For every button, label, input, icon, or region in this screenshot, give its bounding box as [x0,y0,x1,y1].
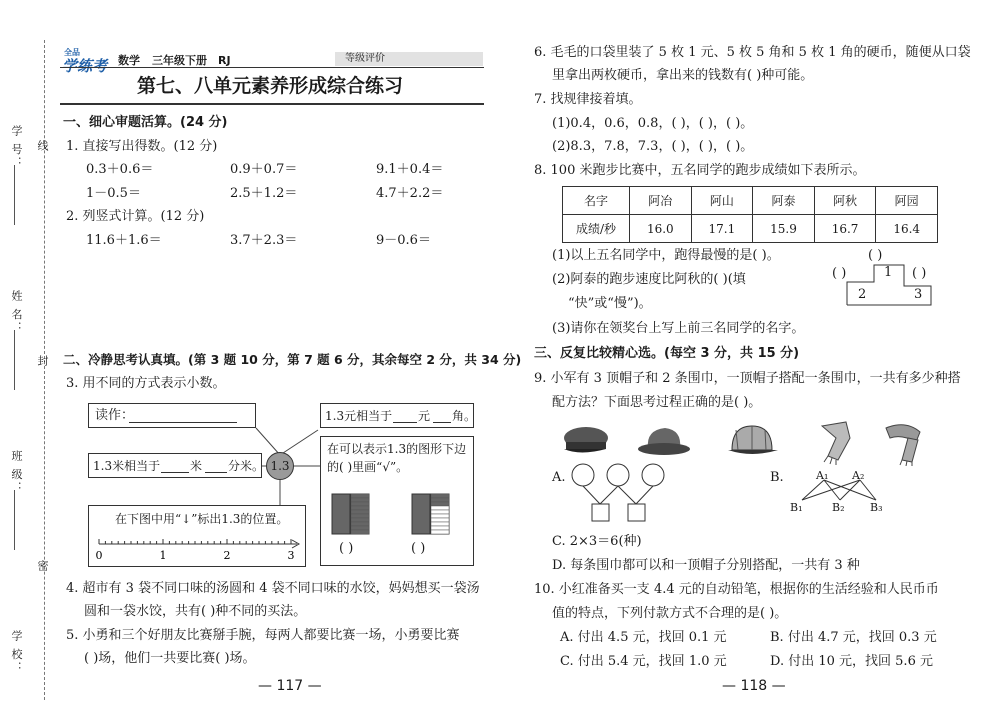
q1-item-2: 0.9＋0.7＝ [230,162,298,177]
q3-shape-text-2: 的( )里画“√”。 [327,460,409,474]
number-line-label: 0 [95,549,103,562]
podium-third: 3 [914,287,923,302]
q8-part-2a: (2)阿泰的跑步速度比阿秋的( )(填 [552,272,746,287]
q2-item-1: 11.6＋1.6＝ [86,233,162,248]
table-cell: 成绩/秒 [563,215,630,243]
q2-item-2: 3.7＋2.3＝ [230,233,298,248]
q3-numline-title: 在下图中用“↓”标出1.3的位置。 [115,512,289,526]
number-line[interactable] [95,534,301,564]
q3-meter-text-b: 米 [190,459,203,473]
table-cell: 15.9 [753,215,815,243]
q5-line-1: 5. 小勇和三个好朋友比赛掰手腕，每两人都要比赛一场，小勇要比赛 [66,628,460,643]
q1-item-3: 9.1＋0.4＝ [376,162,444,177]
podium-paren-1[interactable]: ( ) [868,248,883,263]
table-cell: 阿泰 [753,187,815,215]
q8-part-1: (1)以上五名同学中，跑得最慢的是( )。 [552,248,780,263]
page-title: 第七、八单元素养形成综合练习 [136,75,403,97]
number-line-label: 3 [287,549,295,562]
q10-option-b[interactable]: B. 付出 4.7 元，找回 0.3 元 [770,630,937,645]
podium-paren-2[interactable]: ( ) [832,266,847,281]
q3-meter-box [88,453,265,478]
q9-b-b1: B₁ [790,501,803,514]
q7-sequence-1: (1)0.4，0.6，0.8，( )，( )，( )。 [552,116,754,131]
q9-option-a[interactable]: A. [552,470,566,485]
table-cell: 阿秋 [814,187,876,215]
score-table [562,186,938,243]
logo: 学练考 [62,57,108,75]
q9-option-b[interactable]: B. [770,470,784,485]
q7-sequence-2: (2)8.3，7.8，7.3，( )，( )，( )。 [552,139,754,154]
q4-line-2: 圆和一袋水饺，共有( )种不同的买法。 [84,604,307,619]
q3-yuan-text-b: 元 [418,409,431,423]
q10-option-d[interactable]: D. 付出 10 元，找回 5.6 元 [770,654,933,669]
section-1-title: 一、细心审题活算。(24 分) [63,115,228,130]
q8-title: 8. 100 米跑步比赛中，五名同学的跑步成绩如下表所示。 [534,163,866,178]
subject-label: 数学 [118,54,140,67]
q3-dm-blank[interactable] [205,472,227,473]
cap-icon [564,427,608,453]
student-no-label: 学 号： [10,125,23,170]
name-label: 姓 名： [10,290,23,335]
q3-shape-paren-2[interactable]: ( ) [411,541,426,556]
scarf-icon-2 [886,425,920,466]
q3-yuan-box [320,403,477,428]
table-cell: 16.4 [876,215,938,243]
line-mark: 线 [36,140,49,153]
q10-option-c[interactable]: C. 付出 5.4 元，找回 1.0 元 [560,654,727,669]
seal-mark: 封 [36,355,49,368]
q3-yuan-text-c: 角。 [452,409,477,423]
q2-title: 2. 列竖式计算。(12 分) [66,209,205,224]
q3-meter-blank[interactable] [161,472,189,473]
q7-title: 7. 找规律接着填。 [534,92,642,107]
q9-option-c[interactable]: C. 2×3＝6(种) [552,534,642,549]
hats-and-scarves [560,418,940,466]
q8-part-2b: “快”或“慢”)。 [568,296,652,311]
edition-label: RJ [218,54,231,67]
q5-line-2: ( )场，他们一共要比赛( )场。 [84,651,256,666]
table-row [563,215,938,243]
q8-part-3: (3)请你在领奖台上写上前三名同学的名字。 [552,321,805,336]
number-line-label: 1 [159,549,167,562]
q3-read-box [88,403,256,428]
dense-mark: 密 [36,560,49,573]
q3-shape-text-1: 在可以表示1.3的图形下边 [327,442,467,456]
fedora-icon [638,428,690,455]
table-cell: 16.7 [814,215,876,243]
q9-b-b3: B₃ [870,501,883,514]
q6-line-2: 里拿出两枚硬币，拿出来的钱数有( )种可能。 [552,68,814,83]
q10-line-2: 值的特点，下列付款方式不合理的是( )。 [552,606,788,621]
table-cell: 阿山 [691,187,753,215]
q3-shape-figure-2 [411,493,471,535]
table-row [563,187,938,215]
table-cell: 17.1 [691,215,753,243]
table-cell: 名字 [563,187,630,215]
q3-shape-paren-1[interactable]: ( ) [339,541,354,556]
q2-item-3: 9－0.6＝ [376,233,431,248]
table-cell: 阿冶 [630,187,692,215]
page-number-right: — 118 — [722,678,786,694]
scarf-icon [822,422,850,465]
q3-read-blank[interactable] [129,422,237,423]
q10-option-a[interactable]: A. 付出 4.5 元，找回 0.1 元 [560,630,727,645]
rating-label: 等级评价 [345,53,385,64]
q6-line-1: 6. 毛毛的口袋里装了 5 枚 1 元、5 枚 5 角和 5 枚 1 角的硬币，随便从口袋 [534,45,971,60]
q1-item-6: 4.7＋2.2＝ [376,186,444,201]
grade-label: 三年级下册 [152,54,207,67]
podium-first: 1 [884,265,893,280]
q3-yuan-text-a: 1.3元相当于 [325,409,393,423]
q3-shape-box [320,436,474,566]
q9-b-a2: A₂ [852,469,865,482]
q4-line-1: 4. 超市有 3 袋不同口味的汤圆和 4 袋不同口味的水饺，妈妈想买一袋汤 [66,581,480,596]
podium-paren-3[interactable]: ( ) [912,266,927,281]
q3-jiao-blank[interactable] [433,422,451,423]
logo-top: 全品 [64,48,80,57]
q1-title: 1. 直接写出得数。(12 分) [66,139,218,154]
q3-yuan-blank[interactable] [393,422,417,423]
q3-center-circle: 1.3 [266,452,294,480]
podium-second: 2 [858,287,867,302]
q9-b-b2: B₂ [832,501,845,514]
q3-title: 3. 用不同的方式表示小数。 [66,376,226,391]
section-2-title: 二、冷静思考认真填。(第 3 题 10 分，第 7 题 6 分，其余每空 2 分，共 34 分) [63,352,522,367]
q9-option-a-diagram [570,462,670,524]
q10-line-1: 10. 小红准备买一支 4.4 元的自动铅笔，根据你的生活经验和人民币币 [534,582,939,597]
q3-shape-figure-1 [331,493,391,535]
table-cell: 16.0 [630,215,692,243]
q3-read-label: 读作： [95,408,135,423]
school-label: 学 校： [10,630,23,675]
section-3-title: 三、反复比较精心选。(每空 3 分，共 15 分) [534,346,800,361]
q9-option-d[interactable]: D. 每条围巾都可以和一顶帽子分别搭配，一共有 3 种 [552,558,860,573]
table-cell: 阿园 [876,187,938,215]
q9-b-a1: A₁ [816,469,829,482]
page-number-left: — 117 — [258,678,322,694]
q9-line-1: 9. 小军有 3 顶帽子和 2 条围巾，一顶帽子搭配一条围巾，一共有多少种搭 [534,371,961,386]
q1-item-1: 0.3＋0.6＝ [86,162,154,177]
number-line-label: 2 [223,549,231,562]
q1-item-5: 2.5＋1.2＝ [230,186,298,201]
q3-numline-box [88,505,306,567]
class-label: 班 级： [10,450,23,495]
q3-meter-text-a: 1.3米相当于 [93,459,161,473]
baseball-cap-icon [728,426,778,454]
q9-line-2: 配方法？下面思考过程正确的是( )。 [552,395,762,410]
q1-item-4: 1－0.5＝ [86,186,141,201]
q3-meter-text-c: 分米。 [228,459,265,473]
